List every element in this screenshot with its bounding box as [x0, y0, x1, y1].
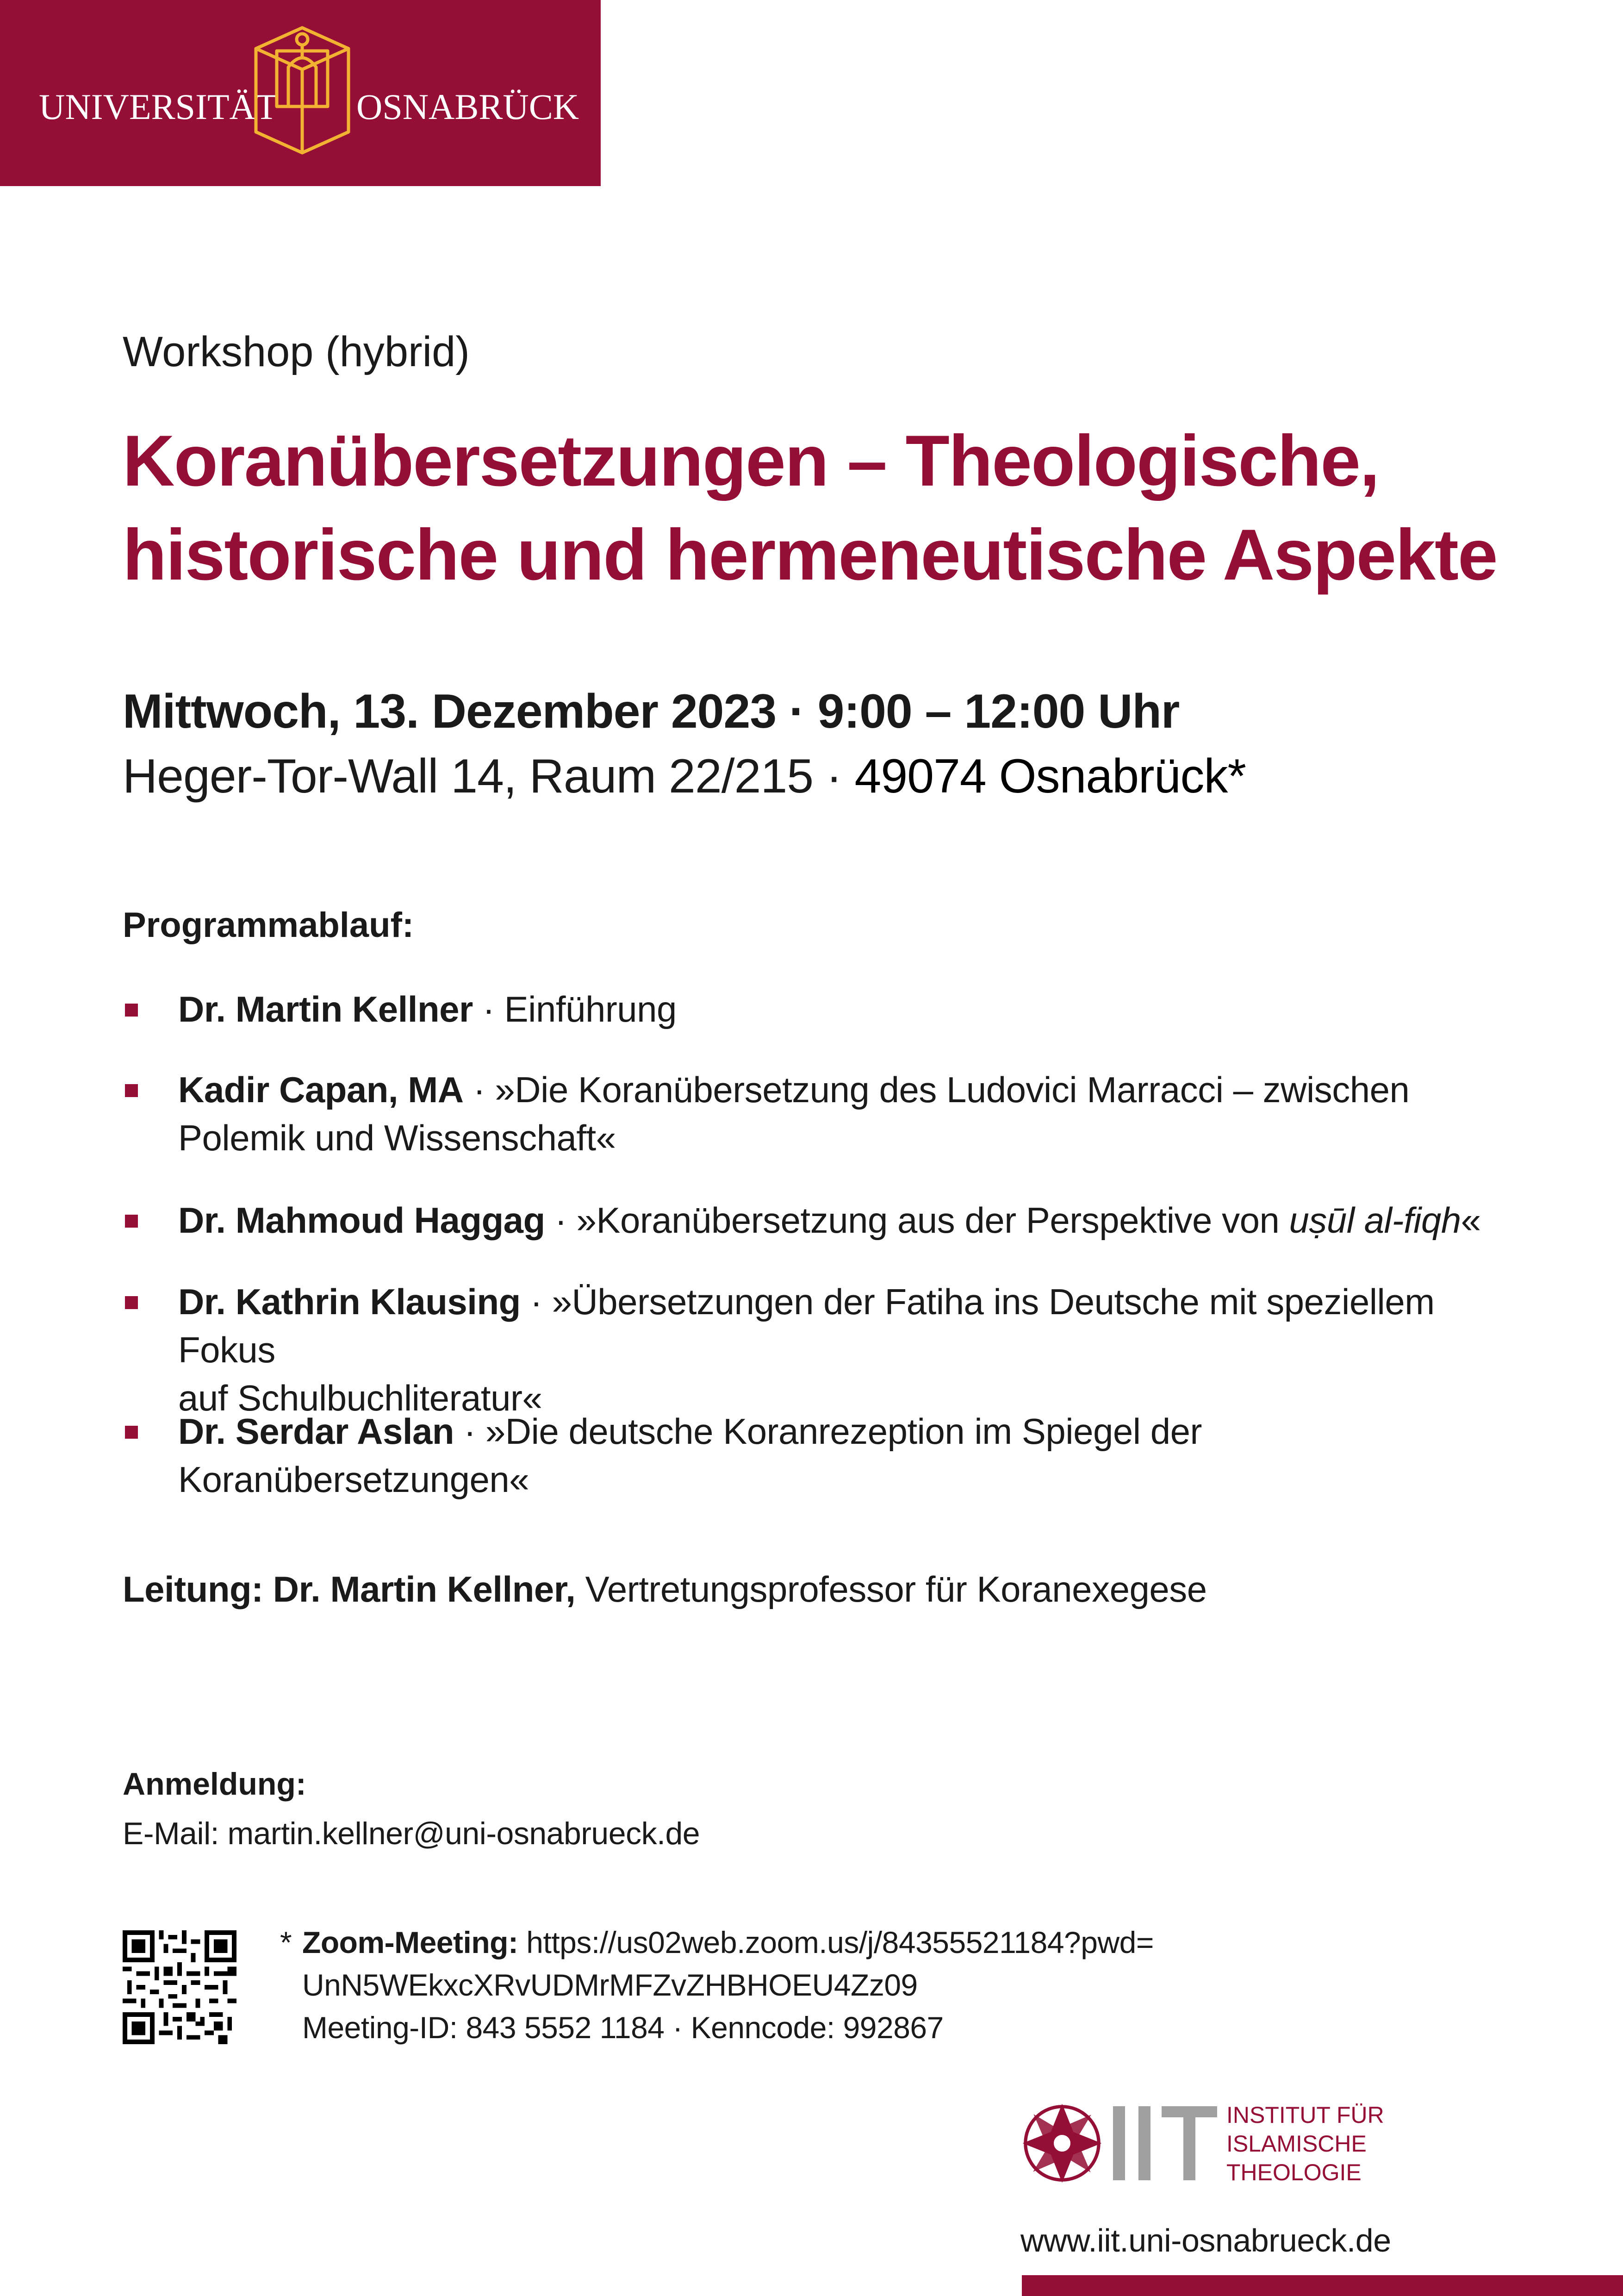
- footnote-star: *: [280, 1925, 292, 1959]
- zoom-url-cont[interactable]: UnN5WEkxcXRvUDMrMFZvZHBHOEU4Zz09: [302, 1968, 918, 2002]
- registration-heading: Anmeldung:: [123, 1766, 306, 1802]
- talk-title-end: «: [1461, 1200, 1481, 1241]
- talk-title: »Koranübersetzung aus der Perspektive von: [576, 1200, 1289, 1241]
- event-type: Workshop (hybrid): [123, 328, 470, 375]
- zoom-label: Zoom-Meeting:: [302, 1925, 518, 1959]
- talk-title: »Die deutsche Koranrezeption im Spiegel der: [485, 1411, 1202, 1452]
- iit-institute-name: [1226, 2101, 1384, 2187]
- event-location-address: Heger-Tor-Wall 14, Raum 22/215 ·: [123, 749, 855, 803]
- separator: ·: [473, 989, 504, 1029]
- speaker-name: Dr. Serdar Aslan: [178, 1411, 454, 1452]
- event-location: [123, 750, 1246, 803]
- bullet-square-icon: [125, 1215, 138, 1228]
- university-crest-icon: [251, 23, 353, 157]
- iit-letters-icon: [1111, 2102, 1222, 2185]
- talk-title-cont: Polemik und Wissenschaft«: [178, 1117, 616, 1158]
- event-date-time: Mittwoch, 13. Dezember 2023 · 9:00 – 12:00 Uhr: [123, 685, 1180, 738]
- program-heading: Programmablauf:: [123, 905, 414, 945]
- iit-line2: ISLAMISCHE: [1226, 2131, 1367, 2157]
- event-title-line2: historische und hermeneutische Aspekte: [123, 514, 1497, 595]
- talk-title: »Übersetzungen der Fatiha ins Deutsche mit speziellem Fokus: [178, 1281, 1435, 1370]
- university-name-right: OSNABRÜCK: [356, 87, 579, 127]
- talk-title: Einführung: [504, 989, 677, 1029]
- lead-label: Leitung: Dr. Martin Kellner,: [123, 1569, 576, 1610]
- separator: ·: [520, 1281, 552, 1322]
- lead-role: Vertretungsprofessor für Koranexegese: [575, 1569, 1207, 1610]
- geometric-rosette-icon: [1020, 2102, 1104, 2185]
- talk-title: »Die Koranübersetzung des Ludovici Marracci – zwischen: [495, 1069, 1410, 1110]
- separator: ·: [454, 1411, 485, 1452]
- event-location-city: 49074 Osnabrück*: [854, 749, 1246, 803]
- bullet-square-icon: [125, 1084, 138, 1097]
- qr-code-icon[interactable]: [123, 1930, 236, 2044]
- registration-email[interactable]: E-Mail: martin.kellner@uni-osnabrueck.de: [123, 1816, 700, 1851]
- speaker-name: Dr. Kathrin Klausing: [178, 1281, 521, 1322]
- talk-title-italic: uṣūl al-fiqh: [1289, 1200, 1461, 1241]
- university-name-left: UNIVERSITÄT: [39, 87, 278, 127]
- speaker-name: Dr. Martin Kellner: [178, 989, 473, 1029]
- workshop-lead: [123, 1568, 1207, 1610]
- talk-title-cont: Koranübersetzungen«: [178, 1459, 529, 1500]
- iit-line3: THEOLOGIE: [1226, 2159, 1362, 2185]
- zoom-url[interactable]: https://us02web.zoom.us/j/84355521184?pwd=: [518, 1925, 1154, 1959]
- event-title-line1: Koranübersetzungen – Theologische,: [123, 421, 1379, 501]
- institute-url[interactable]: www.iit.uni-osnabrueck.de: [1020, 2222, 1391, 2259]
- separator: ·: [463, 1069, 495, 1110]
- bullet-square-icon: [125, 1296, 138, 1309]
- zoom-meeting-id: Meeting-ID: 843 5552 1184 · Kenncode: 992867: [302, 2010, 944, 2045]
- speaker-name: Kadir Capan, MA: [178, 1069, 464, 1110]
- footer-accent-bar: [1022, 2275, 1623, 2296]
- iit-line1: INSTITUT FÜR: [1226, 2102, 1384, 2128]
- separator: ·: [545, 1200, 577, 1241]
- bullet-square-icon: [125, 1426, 138, 1439]
- talk-title-cont: auf Schulbuchliteratur«: [178, 1378, 542, 1418]
- bullet-square-icon: [125, 1004, 138, 1017]
- speaker-name: Dr. Mahmoud Haggag: [178, 1200, 545, 1241]
- event-title: [123, 414, 1557, 602]
